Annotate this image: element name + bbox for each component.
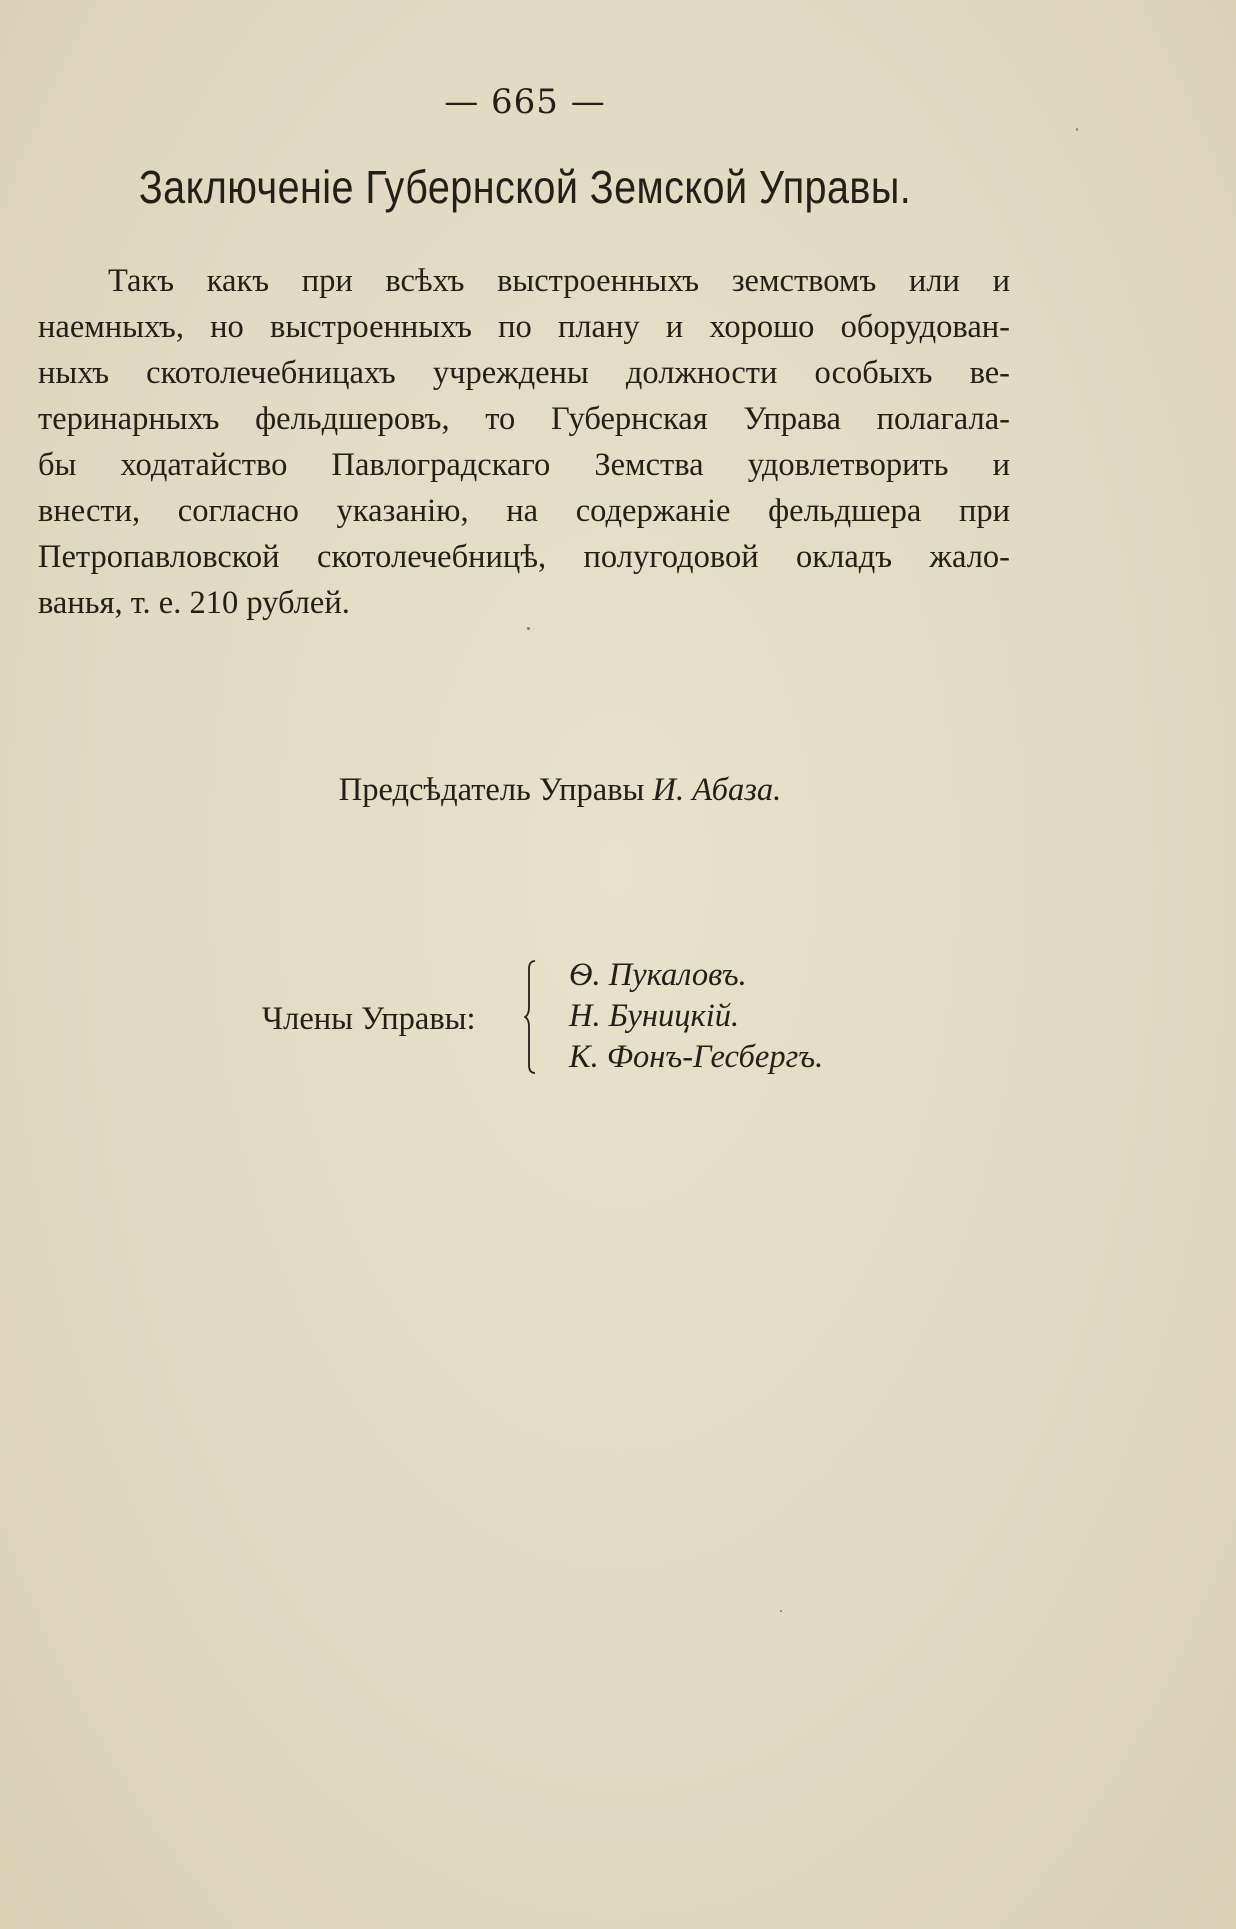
paragraph-line: внести, согласно указанію, на содержаніе фельдшера при: [38, 493, 1010, 529]
document-heading: Заключеніе Губернской Земской Управы.: [138, 161, 912, 213]
paragraph-line: бы ходатайство Павлоградскаго Земства удовлетворить и: [38, 447, 1010, 483]
member-name: Ѳ. Пукаловъ.: [569, 957, 747, 993]
member-name: К. Фонъ-Гесбергъ.: [569, 1039, 824, 1075]
paragraph-line: Петропавловской скотолечебницѣ, полугодовой окладъ жало-: [38, 539, 1010, 575]
member-name: Н. Буницкій.: [569, 998, 740, 1034]
curly-brace-icon: [524, 959, 538, 1075]
paragraph-line: Такъ какъ при всѣхъ выстроенныхъ земствомъ или и: [108, 263, 1010, 299]
chairman-name: И. Абаза.: [652, 772, 782, 808]
paper-speck: [1076, 128, 1078, 131]
members-list: [569, 955, 823, 1078]
paragraph-line: ванья, т. е. 210 рублей.: [38, 585, 350, 621]
paragraph-line: наемныхъ, но выстроенныхъ по плану и хорошо оборудован-: [38, 309, 1010, 345]
page-number: — 665 —: [444, 82, 606, 122]
members-label: Члены Управы:: [262, 1001, 476, 1037]
main-paragraph: [38, 258, 1010, 626]
chairman-signature: [0, 772, 1120, 809]
paragraph-line: ныхъ скотолечебницахъ учреждены должности особыхъ ве-: [38, 355, 1010, 391]
paragraph-line: теринарныхъ фельдшеровъ, то Губернская Управа полагала-: [38, 401, 1010, 437]
paper-speck: [527, 627, 530, 630]
paper-speck: [780, 1610, 782, 1612]
chairman-title: Предсѣдатель Управы: [338, 772, 645, 808]
